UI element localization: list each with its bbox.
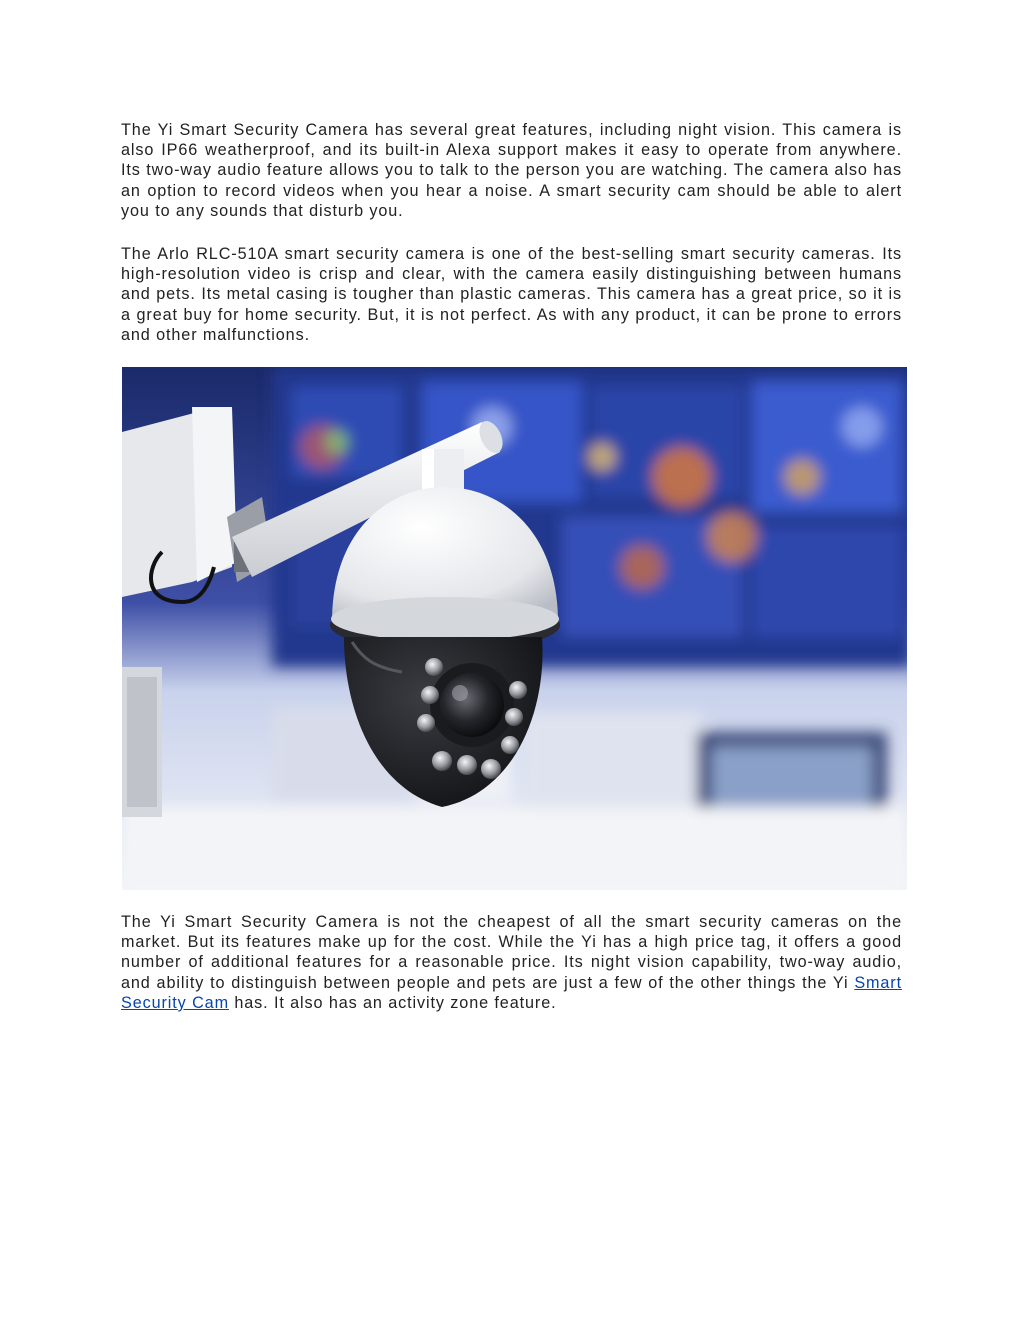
paragraph-yi-features: The Yi Smart Security Camera has several great features, including night vision. This camera is also IP66 weatherproof, and its built-in Alexa support makes it easy to operate from anywhere. Its two-way audio feature allows you to talk to the person you are watching. The camera also has an option to record videos when you hear a noise. A smart security cam should be able to alert you to any sounds that disturb you. bbox=[121, 121, 902, 220]
security-camera-photo bbox=[122, 367, 907, 890]
document-page bbox=[121, 120, 902, 1013]
paragraph-yi-pricing-text-start: The Yi Smart Security Camera is not the cheapest of all the smart security cameras on the market. But its features make up for the cost. While the Yi has a high price tag, it offers a good number of additional features for a reasonable price. Its night vision capability, two-way audio, and ability to distinguish between people and pets are just a few of the other things the Yi bbox=[121, 913, 902, 992]
smart-security-cam-link[interactable]: Smart Security Cam bbox=[121, 973, 902, 1012]
paragraph-arlo-camera: The Arlo RLC-510A smart security camera is one of the best-selling smart security cameras. Its high-resolution video is crisp and clear, with the camera easily distinguishing between humans and pets. Its metal casing is tougher than plastic cameras. This camera has a great price, so it is a great buy for home security. But, it is not perfect. As with any product, it can be prone to errors and other malfunctions. bbox=[121, 245, 902, 344]
paragraph-yi-pricing-text-end: has. It also has an activity zone feature. bbox=[228, 993, 557, 1012]
paragraph-yi-pricing bbox=[121, 912, 902, 1013]
